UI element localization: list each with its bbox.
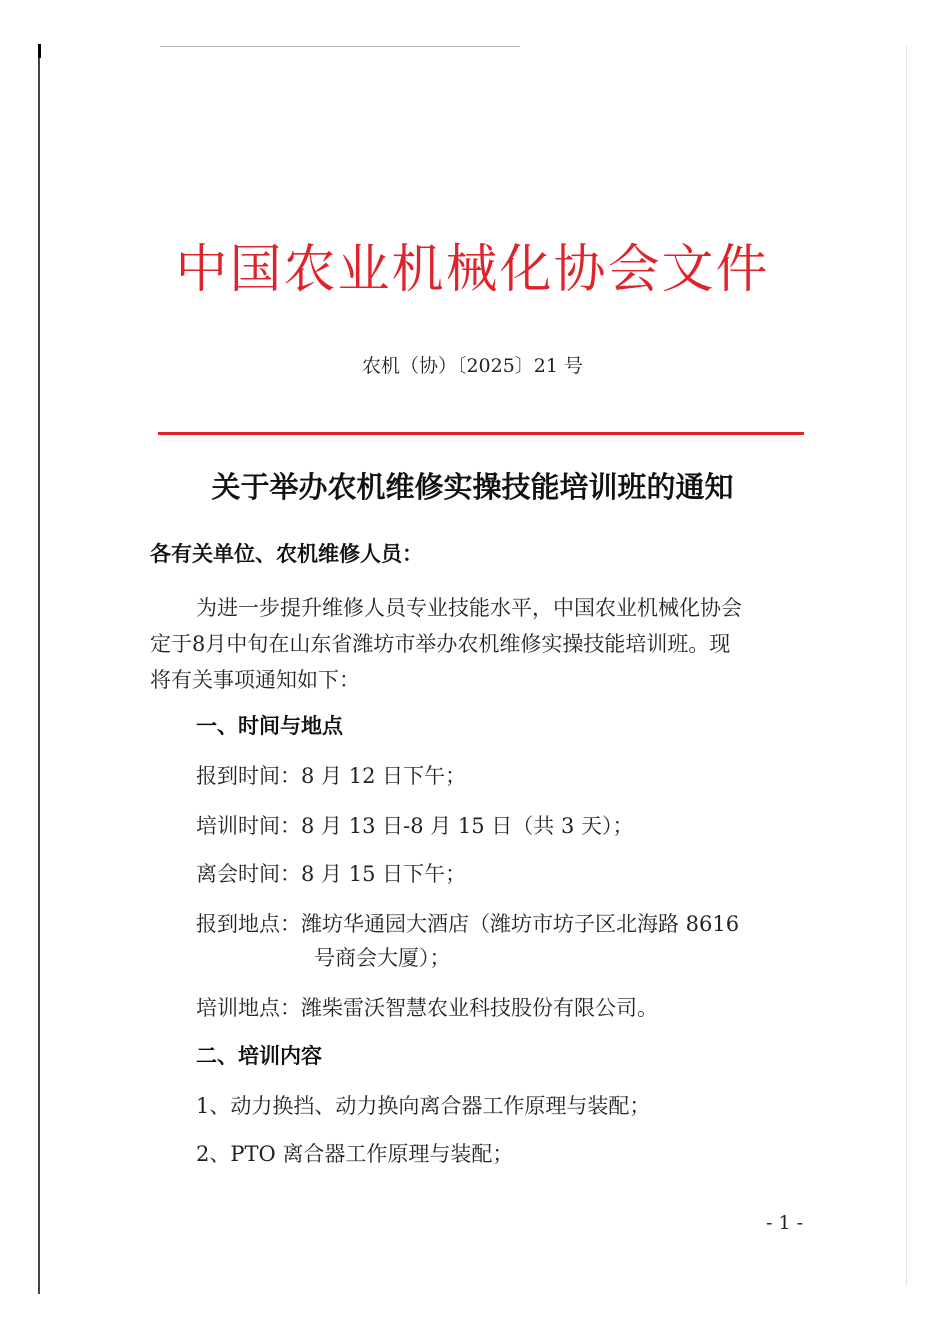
- section-heading-time-place: 一、时间与地点: [196, 713, 343, 738]
- document-masthead: 中国农业机械化协会文件: [175, 240, 770, 300]
- scan-edge-left: [38, 44, 40, 1294]
- content-item-1: 1、动力换挡、动力换向离合器工作原理与装配；: [196, 1094, 651, 1118]
- salutation: 各有关单位、农机维修人员：: [150, 541, 423, 566]
- scan-edge-mark: [38, 44, 41, 58]
- page-number: - 1 -: [766, 1212, 804, 1234]
- scan-edge-right: [906, 46, 907, 1286]
- scan-edge-top: [160, 46, 520, 47]
- notice-title: 关于举办农机维修实操技能培训班的通知: [211, 470, 734, 504]
- intro-line-2: 定于8月中旬在山东省潍坊市举办农机维修实操技能培训班。现: [150, 632, 731, 656]
- content-item-2: 2、PTO 离合器工作原理与装配；: [196, 1142, 514, 1166]
- section-heading-content: 二、培训内容: [196, 1043, 322, 1068]
- training-time: 培训时间：8 月 13 日-8 月 15 日（共 3 天）；: [196, 814, 634, 838]
- report-place-line-1: 报到地点：潍坊华通园大酒店（潍坊市坊子区北海路 8616: [196, 912, 740, 936]
- document-number: 农机（协）〔2025〕21 号: [361, 355, 584, 377]
- report-place-line-2: 号商会大厦）；: [314, 946, 451, 970]
- leave-time: 离会时间：8 月 15 日下午；: [196, 862, 467, 886]
- red-separator-line: [158, 432, 804, 435]
- intro-line-3: 将有关事项通知如下：: [150, 668, 360, 692]
- report-time: 报到时间：8 月 12 日下午；: [196, 764, 467, 788]
- intro-line-1: 为进一步提升维修人员专业技能水平，中国农业机械化协会: [196, 596, 742, 620]
- training-place: 培训地点：潍柴雷沃智慧农业科技股份有限公司。: [196, 996, 658, 1020]
